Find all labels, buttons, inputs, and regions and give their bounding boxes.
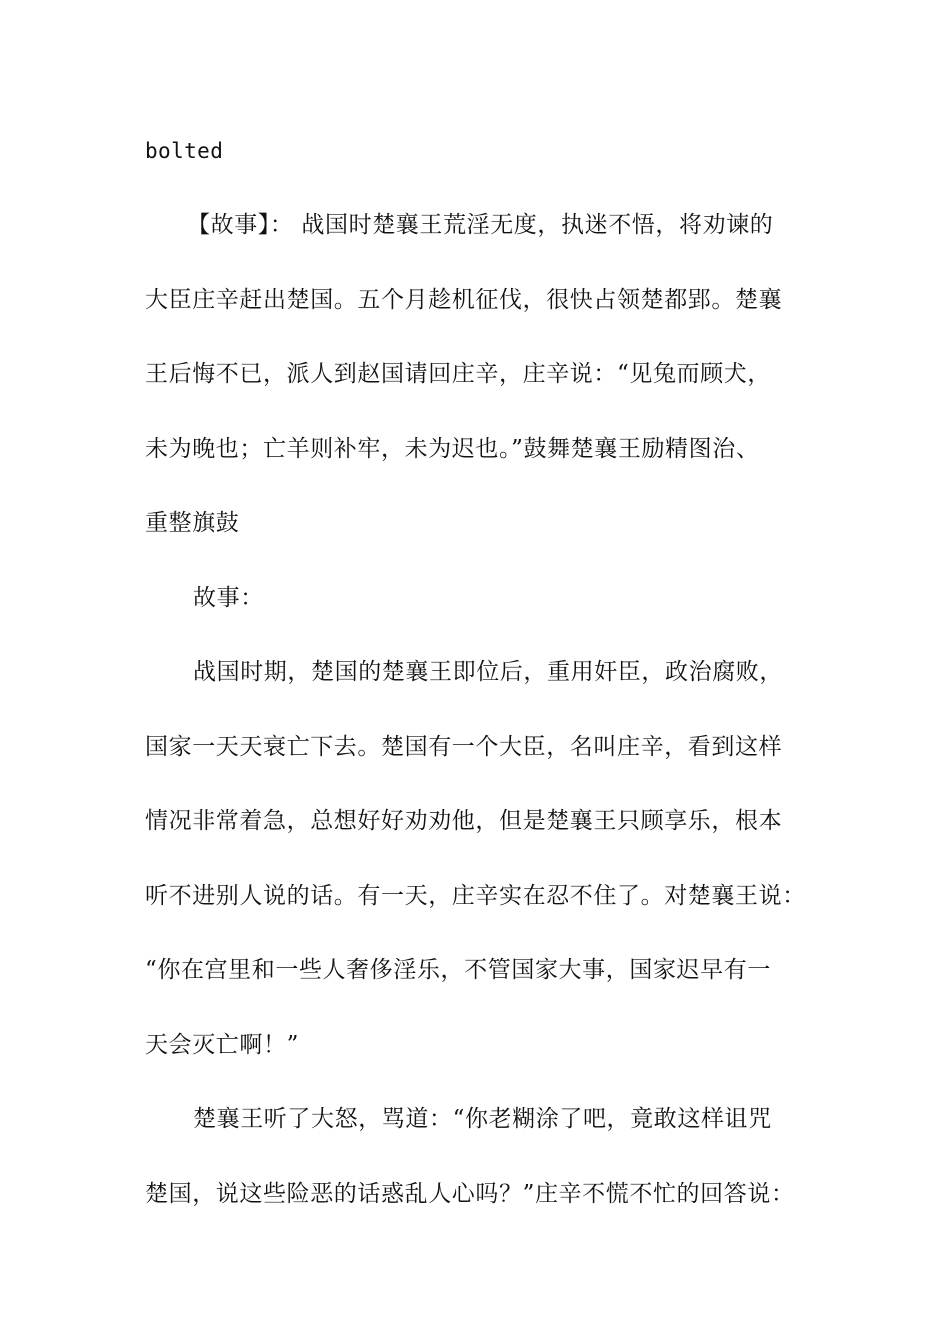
text-line: 情况非常着急，总想好好劝劝他，但是楚襄王只顾享乐，根本 — [145, 808, 783, 834]
text-line: 楚国，说这些险恶的话惑乱人心吗？”庄辛不慌不忙的回答说： — [145, 1181, 795, 1207]
text-line: “你在宫里和一些人奢侈淫乐，不管国家大事，国家迟早有一 — [145, 957, 771, 983]
text-line: 未为晚也；亡羊则补牢，未为迟也。”鼓舞楚襄王励精图治、 — [145, 436, 760, 462]
text-line: 听不进别人说的话。有一天，庄辛实在忍不住了。对楚襄王说： — [145, 883, 806, 909]
text-line: 战国时期，楚国的楚襄王即位后，重用奸臣，政治腐败， — [193, 659, 783, 685]
text-line-word: bolted — [145, 139, 224, 163]
text-line: 天会灭亡啊！” — [145, 1032, 299, 1058]
text-line: 大臣庄辛赶出楚国。五个月趁机征伐，很快占领楚都郢。楚襄 — [145, 287, 783, 313]
text-line-story-header: 【故事】： 战国时楚襄王荒淫无度，执迷不悟，将劝谏的 — [187, 212, 774, 238]
text-line: 国家一天天衰亡下去。楚国有一个大臣，名叫庄辛，看到这样 — [145, 734, 783, 760]
text-line: 王后悔不已，派人到赵国请回庄辛，庄辛说：“见兔而顾犬， — [145, 361, 771, 387]
text-line: 重整旗鼓 — [145, 510, 240, 536]
text-line-story-label: 故事： — [193, 585, 264, 611]
text-line: 楚襄王听了大怒，骂道：“你老糊涂了吧，竟敢这样诅咒 — [193, 1106, 772, 1132]
